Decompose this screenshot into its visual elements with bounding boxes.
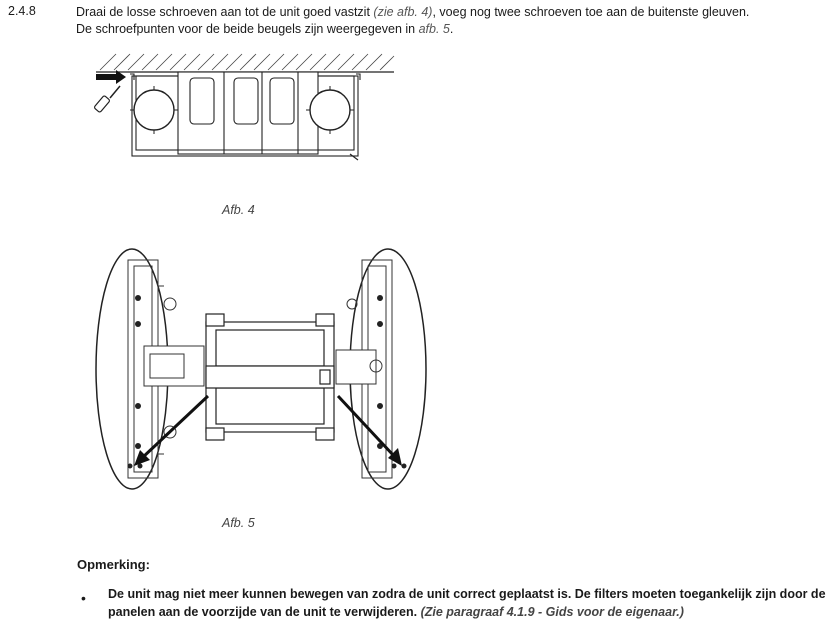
instruction-line1-end: , voeg nog twee schroeven toe aan de buitenste gleuven. — [432, 5, 750, 19]
section-number: 2.4.8 — [8, 4, 36, 18]
screwdriver-icon — [94, 86, 120, 113]
figure-4-caption: Afb. 4 — [222, 203, 255, 217]
ceiling-hatching — [96, 54, 394, 72]
unit-core — [206, 314, 334, 440]
fan-left — [130, 86, 178, 134]
note-reference: (Zie paragraaf 4.1.9 - Gids voor de eigenaar.) — [420, 605, 684, 619]
figure-4-illustration — [90, 52, 420, 172]
arrow-left-icon — [134, 396, 208, 466]
bullet-marker: • — [81, 590, 86, 606]
figure-5-caption: Afb. 5 — [222, 516, 255, 530]
figure-reference-5: afb. 5 — [418, 22, 450, 36]
figure-reference-4: (zie afb. 4) — [373, 5, 433, 19]
instruction-line2-text: De schroefpunten voor de beide beugels zijn weergegeven in — [76, 22, 419, 36]
figure-5-illustration — [90, 246, 460, 496]
note-heading: Opmerking: — [77, 557, 150, 572]
instruction-line1-text: Draai de losse schroeven aan tot de unit goed vastzit — [76, 5, 374, 19]
instruction-line2-end: . — [449, 22, 454, 36]
note-body: De unit mag niet meer kunnen bewegen van zodra de unit correct geplaatst is. De filters moeten toegankelijk zijn door de panelen aan de voorzijde van de unit te verwijderen. — [108, 587, 826, 619]
note-text — [108, 585, 830, 621]
instruction-paragraph — [76, 4, 826, 38]
